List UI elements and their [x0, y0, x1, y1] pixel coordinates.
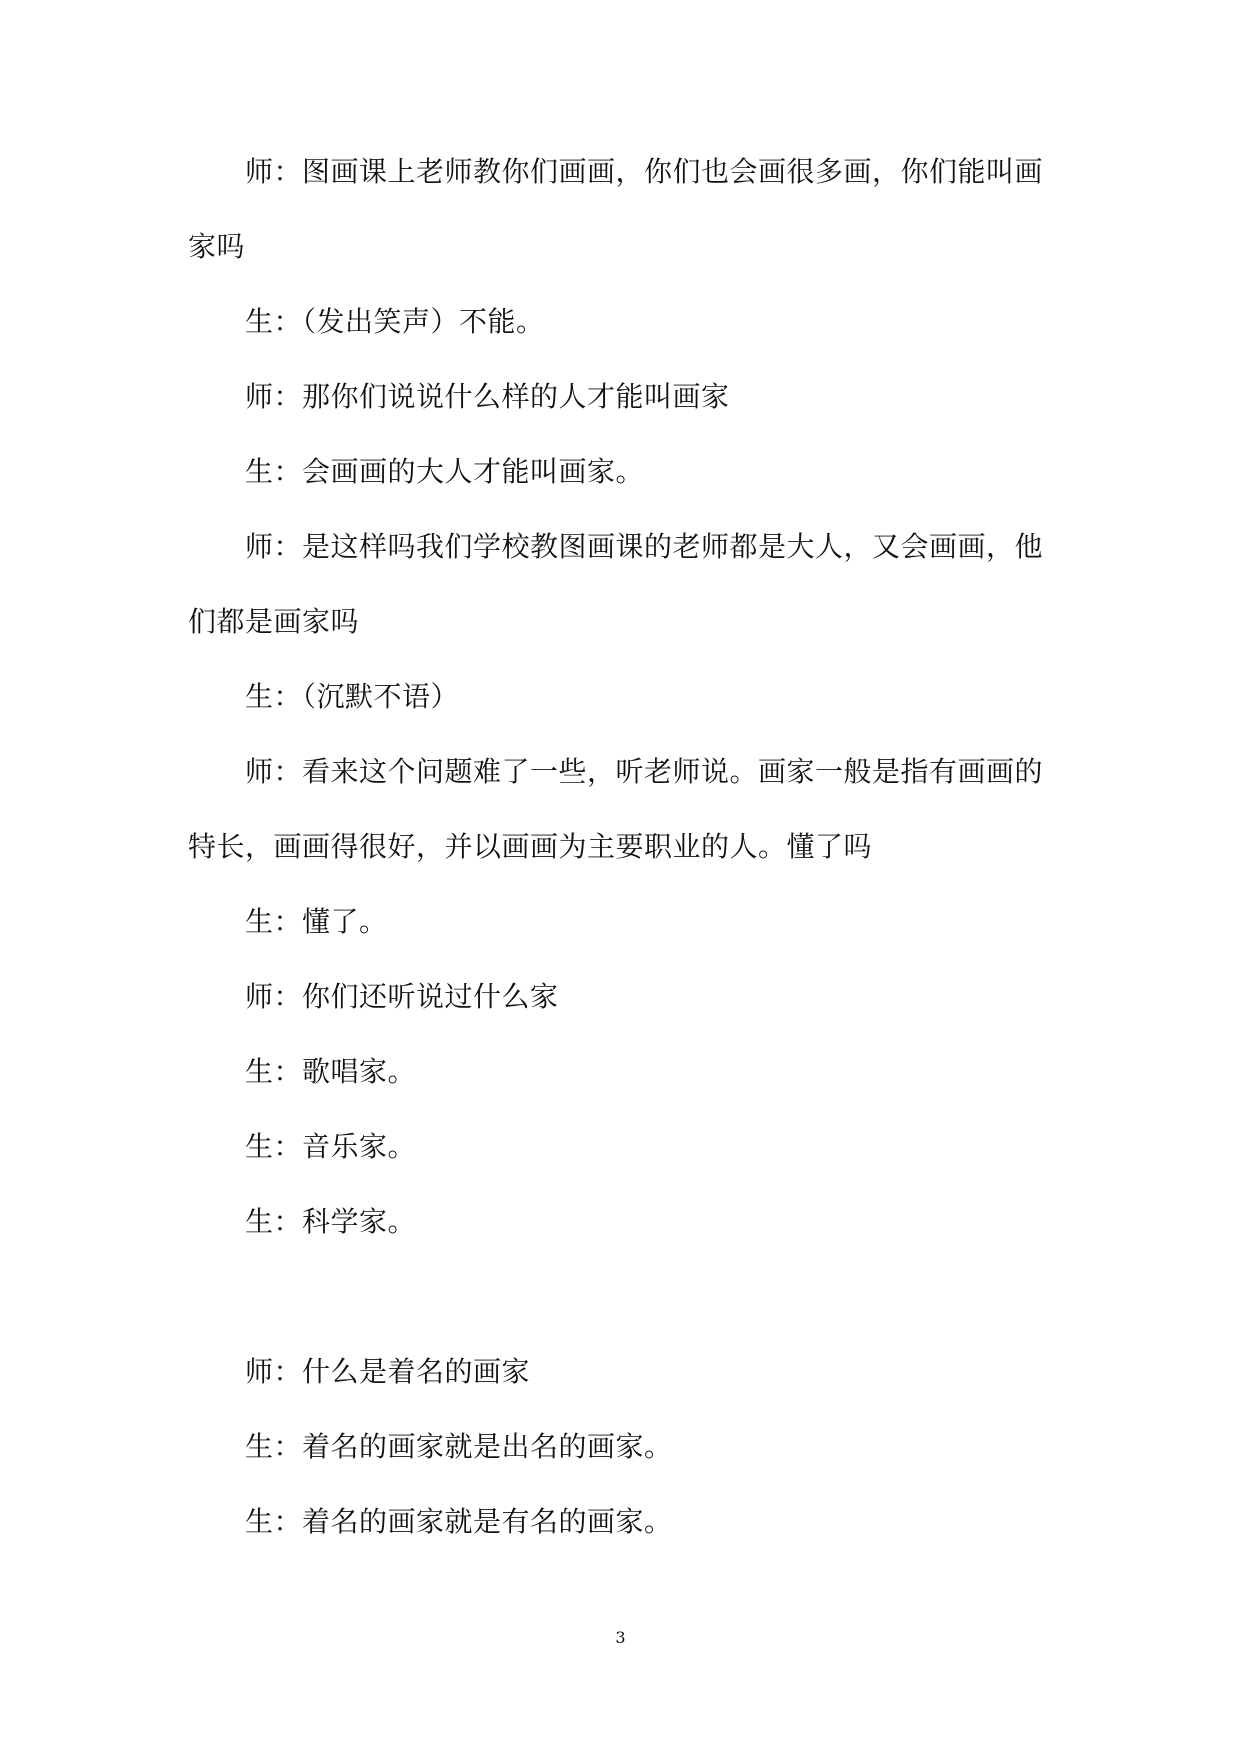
text-line: 生：懂了。: [245, 905, 388, 938]
text-line: 生：（沉默不语）: [245, 680, 460, 713]
text-line: 师：是这样吗我们学校教图画课的老师都是大人，又会画画，他: [245, 530, 1044, 563]
text-line: 师：看来这个问题难了一些，听老师说。画家一般是指有画画的: [245, 755, 1044, 788]
text-line: 们都是画家吗: [188, 605, 360, 638]
text-line: 家吗: [188, 230, 246, 263]
text-line: 师：什么是着名的画家: [245, 1355, 531, 1388]
text-line: 生：音乐家。: [245, 1130, 417, 1163]
text-line: 生：会画画的大人才能叫画家。: [245, 455, 645, 488]
text-line: 师：那你们说说什么样的人才能叫画家: [245, 380, 730, 413]
text-line: 特长，画画得很好，并以画画为主要职业的人。懂了吗: [188, 830, 873, 863]
page-number: 3: [615, 1628, 626, 1647]
text-line: 生：科学家。: [245, 1205, 417, 1238]
text-line: 师：图画课上老师教你们画画，你们也会画很多画，你们能叫画: [245, 155, 1044, 188]
text-line: 师：你们还听说过什么家: [245, 980, 559, 1013]
text-line: 生：着名的画家就是出名的画家。: [245, 1430, 673, 1463]
text-line: 生：歌唱家。: [245, 1055, 417, 1088]
text-line: 生：（发出笑声）不能。: [245, 305, 545, 338]
text-line: 生：着名的画家就是有名的画家。: [245, 1505, 673, 1538]
